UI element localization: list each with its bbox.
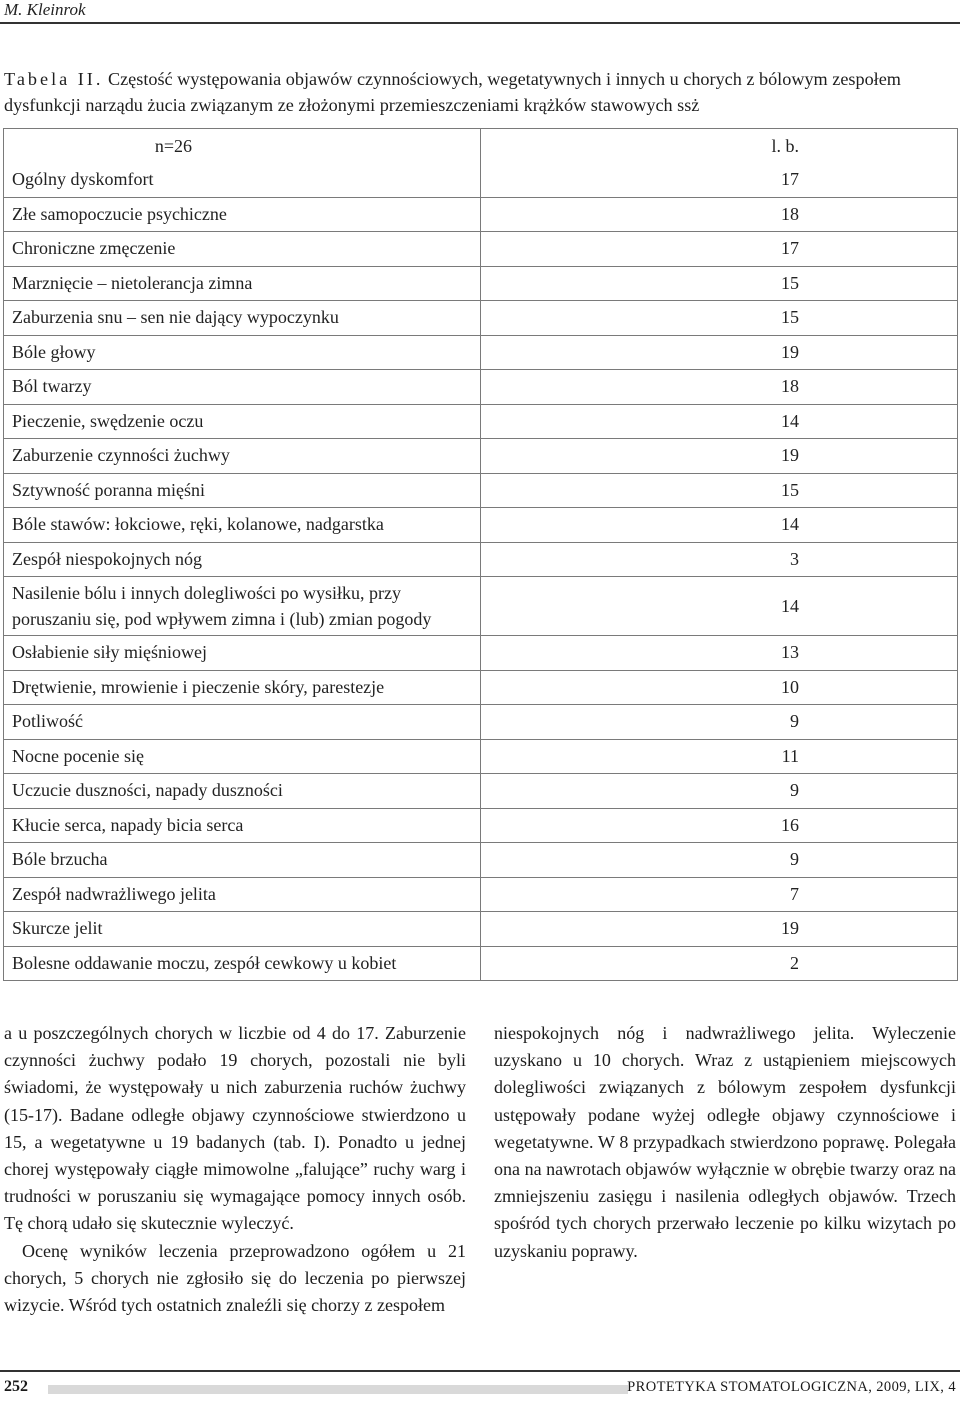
symptom-label: Złe samopoczucie psychiczne <box>4 197 481 232</box>
body-paragraph-1 <box>4 1020 466 1238</box>
symptoms-table-body <box>4 129 958 981</box>
symptom-count: 14 <box>481 508 958 543</box>
table-row <box>4 370 958 405</box>
symptom-count: 19 <box>481 439 958 474</box>
table-row <box>4 473 958 508</box>
symptom-label: Zaburzenia snu – sen nie dający wypoczynku <box>4 301 481 336</box>
symptom-count: 17 <box>481 163 958 197</box>
symptom-label: Skurcze jelit <box>4 912 481 947</box>
table-row <box>4 843 958 878</box>
table-row <box>4 739 958 774</box>
symptom-label: Drętwienie, mrowienie i pieczenie skóry, parestezje <box>4 670 481 705</box>
symptom-count: 7 <box>481 877 958 912</box>
table-row <box>4 266 958 301</box>
table-row <box>4 542 958 577</box>
symptom-label: Ogólny dyskomfort <box>4 163 481 197</box>
symptom-label: Potliwość <box>4 705 481 740</box>
symptom-count: 15 <box>481 473 958 508</box>
symptom-label: Zaburzenie czynności żuchwy <box>4 439 481 474</box>
table-row <box>4 877 958 912</box>
symptom-label: Nocne pocenie się <box>4 739 481 774</box>
table-row <box>4 577 958 636</box>
body-paragraph-2 <box>4 1238 466 1320</box>
symptom-count: 14 <box>481 577 958 636</box>
symptom-label: Pieczenie, swędzenie oczu <box>4 404 481 439</box>
body-column-left <box>4 1020 466 1319</box>
footer-bar <box>48 1385 628 1394</box>
symptom-count: 11 <box>481 739 958 774</box>
symptom-count: 10 <box>481 670 958 705</box>
symptom-count: 19 <box>481 912 958 947</box>
table-caption <box>4 66 956 118</box>
table-row <box>4 301 958 336</box>
symptom-label: Kłucie serca, napady bicia serca <box>4 808 481 843</box>
symptom-count: 16 <box>481 808 958 843</box>
body-paragraph-2-text: Ocenę wyników leczenia przeprowadzono ogółem u 21 chorych, 5 chorych nie zgłosiło się do leczenia po pierwszej wizycie. Wśród tych ostatnich znaleźli się chorzy z zespołem <box>4 1240 466 1316</box>
symptom-label: Bóle głowy <box>4 335 481 370</box>
table-row <box>4 670 958 705</box>
table-header-row <box>4 129 958 164</box>
table-row <box>4 774 958 809</box>
symptom-count: 3 <box>481 542 958 577</box>
symptom-label: Bóle brzucha <box>4 843 481 878</box>
table-row <box>4 946 958 981</box>
symptom-label: Zespół niespokojnych nóg <box>4 542 481 577</box>
footer-rule <box>0 1370 960 1372</box>
symptom-label: Ból twarzy <box>4 370 481 405</box>
table-row <box>4 439 958 474</box>
table-row <box>4 912 958 947</box>
table-row <box>4 705 958 740</box>
body-column-right <box>494 1020 956 1265</box>
symptom-count: 9 <box>481 705 958 740</box>
symptom-label: Marznięcie – nietolerancja zimna <box>4 266 481 301</box>
symptom-count: 14 <box>481 404 958 439</box>
symptom-count: 2 <box>481 946 958 981</box>
symptom-label: Uczucie duszności, napady duszności <box>4 774 481 809</box>
symptom-count: 15 <box>481 301 958 336</box>
table-row <box>4 508 958 543</box>
symptom-count: 18 <box>481 370 958 405</box>
symptom-label: Sztywność poranna mięśni <box>4 473 481 508</box>
table-row <box>4 197 958 232</box>
table-caption-text: Częstość występowania objawów czynnościowych, wegetatywnych i innych u chorych z bólowym zespołem dysfunkcji narządu żucia związanym ze złożonymi przemieszczeniami krążków stawowych ssż <box>4 69 901 115</box>
symptom-label: Bóle stawów: łokciowe, ręki, kolanowe, nadgarstka <box>4 508 481 543</box>
table-caption-prefix: Tabela II. <box>4 69 104 89</box>
table-row <box>4 232 958 267</box>
symptoms-table <box>3 128 958 981</box>
table-header-count: l. b. <box>481 129 958 164</box>
body-paragraph-1-text: a u poszczególnych chorych w liczbie od 4 do 17. Zaburzenie czynności żuchwy podało 19 chorych, pozostali nie byli świadomi, że występowały u nich zaburzenia ruchów żuchwy (15-17). Badane odległe objawy czynnościowe stwierdzono u 15, a wegetatywne u 19 badanych (tab. I). Ponadto u jednej chorej występowały ciągłe mimowolne „falujące” ruchy warg i trudności w poruszaniu się wymagające pomocy innych osób. Tę chorą udało się skutecznie wyleczyć. <box>4 1023 466 1234</box>
page-number: 252 <box>4 1378 28 1395</box>
table-row <box>4 404 958 439</box>
symptom-count: 19 <box>481 335 958 370</box>
symptom-count: 13 <box>481 636 958 671</box>
symptom-label: Nasilenie bólu i innych dolegliwości po wysiłku, przy poruszaniu się, pod wpływem zimna i (lub) zmian pogody <box>4 577 481 636</box>
symptom-label: Bolesne oddawanie moczu, zespół cewkowy u kobiet <box>4 946 481 981</box>
symptom-label: Zespół nadwrażliwego jelita <box>4 877 481 912</box>
symptom-count: 9 <box>481 843 958 878</box>
table-row <box>4 636 958 671</box>
running-head-author: M. Kleinrok <box>4 0 86 19</box>
table-row <box>4 808 958 843</box>
body-paragraph-2-continued: niespokojnych nóg i nadwrażliwego jelita. Wyleczenie uzyskano u 10 chorych. Wraz z ustąpieniem miejscowych dolegliwości związanych z bólowym zespołem dysfunkcji ustępowały podane wyżej odległe objawy czynnościowe i wegetatywne. W 8 przypadkach stwierdzono poprawę. Polegała ona na nawrotach objawów wyłącznie w obrębie twarzy oraz na zmniejszeniu zasięgu i nasilenia odległych objawów. Trzech spośród tych chorych przerwało leczenie po kilku wizytach po uzyskaniu poprawy. <box>494 1023 956 1261</box>
table-row <box>4 335 958 370</box>
table-row <box>4 163 958 197</box>
symptom-count: 15 <box>481 266 958 301</box>
symptom-count: 18 <box>481 197 958 232</box>
journal-citation: PROTETYKA STOMATOLOGICZNA, 2009, LIX, 4 <box>627 1379 956 1395</box>
symptom-count: 9 <box>481 774 958 809</box>
symptom-count: 17 <box>481 232 958 267</box>
symptom-label: Chroniczne zmęczenie <box>4 232 481 267</box>
header-rule <box>0 22 960 24</box>
symptom-label: Osłabienie siły mięśniowej <box>4 636 481 671</box>
table-header-n: n=26 <box>4 129 481 164</box>
